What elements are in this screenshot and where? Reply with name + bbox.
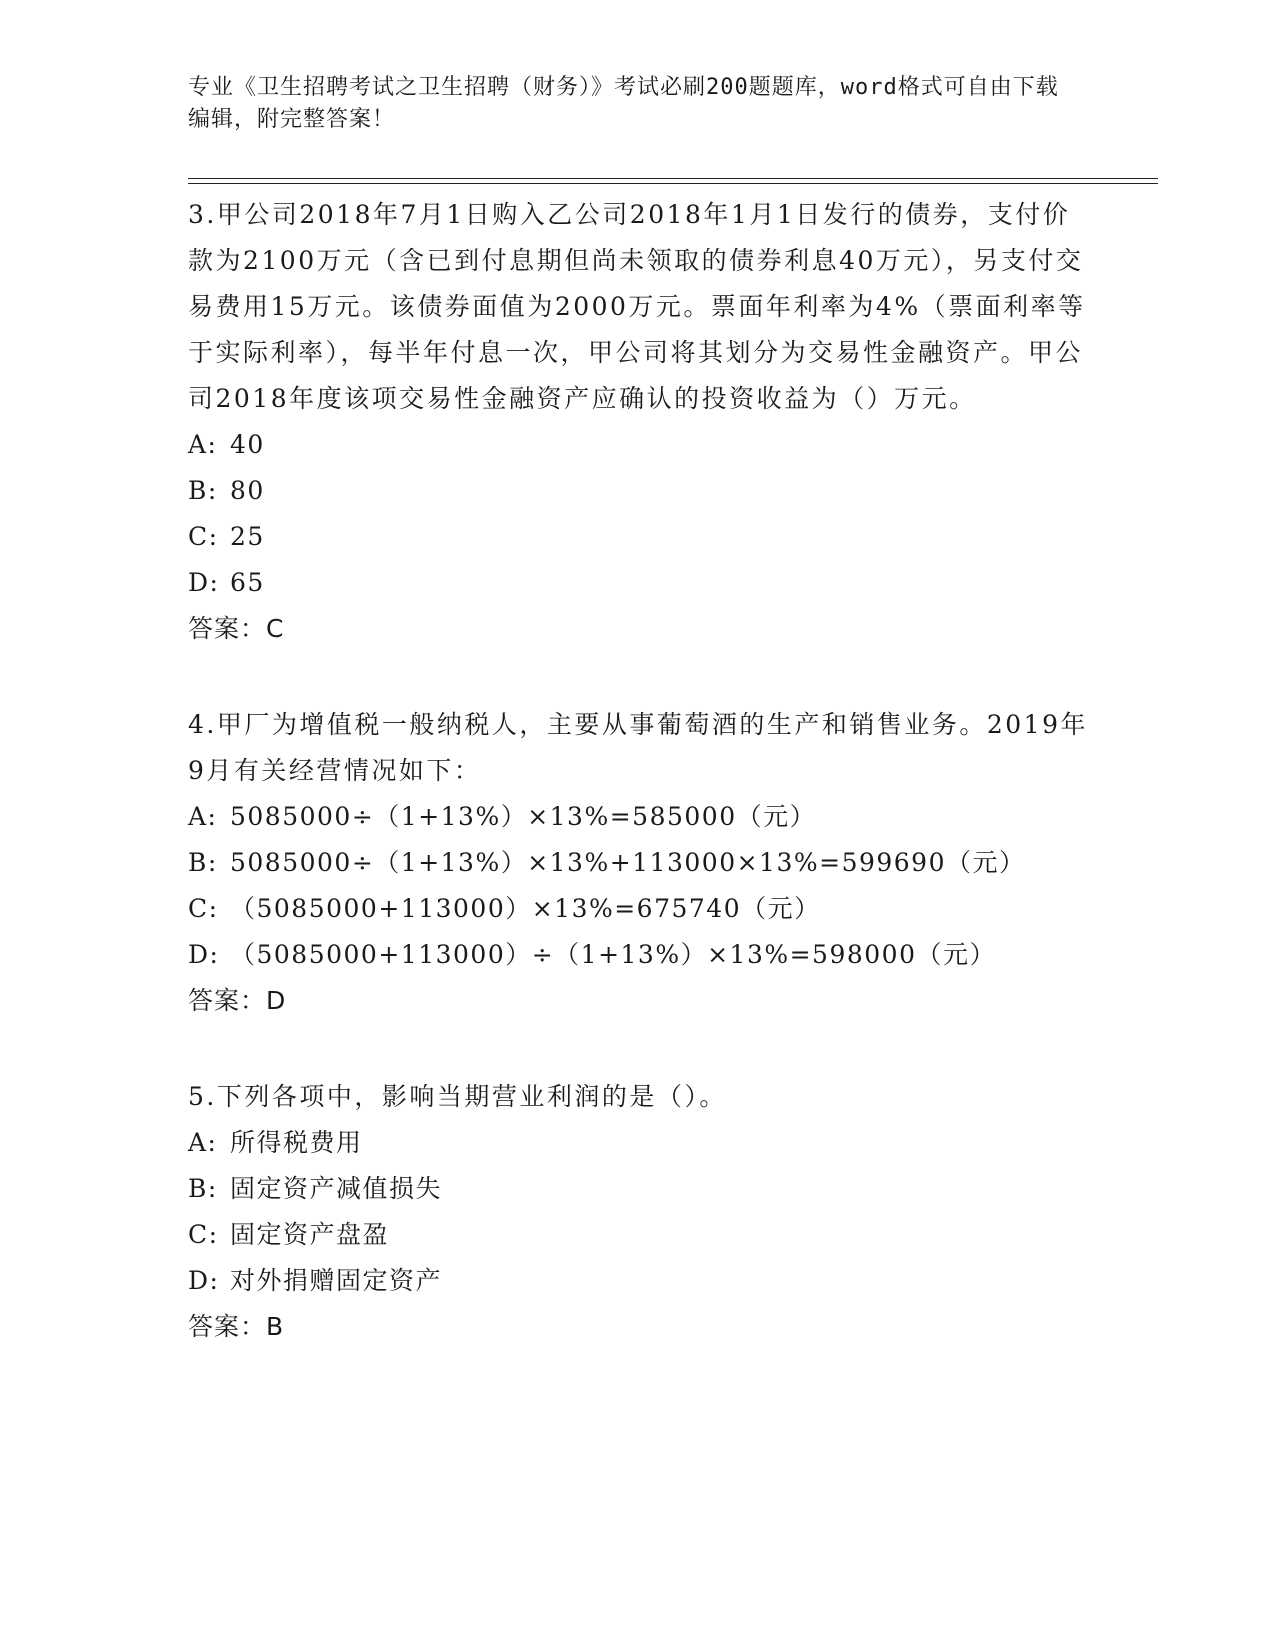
option-letter: B: bbox=[188, 1174, 218, 1203]
question-3 bbox=[188, 192, 1088, 652]
option-a bbox=[188, 1120, 1088, 1166]
question-stem: 3.甲公司2018年7月1日购入乙公司2018年1月1日发行的债券，支付价款为2100万元（含已到付息期但尚未领取的债券利息40万元），另支付交易费用15万元。该债券面值为2000万元。票面年利率为4%（票面利率等于实际利率），每半年付息一次，甲公司将其划分为交易性金融资产。甲公司2018年度该项交易性金融资产应确认的投资收益为（）万元。 bbox=[188, 200, 1086, 413]
option-letter: C: bbox=[188, 522, 219, 551]
option-text: （5085000+113000）×13%=675740（元） bbox=[230, 894, 821, 923]
option-text: 25 bbox=[230, 522, 265, 551]
option-d bbox=[188, 560, 1088, 606]
option-text: 固定资产盘盈 bbox=[230, 1220, 390, 1249]
option-text: 80 bbox=[230, 476, 265, 505]
question-list bbox=[188, 192, 1088, 1400]
option-text: 5085000÷（1+13%）×13%=585000（元） bbox=[230, 802, 817, 831]
option-letter: D: bbox=[188, 940, 220, 969]
option-c bbox=[188, 886, 1088, 932]
option-letter: A: bbox=[188, 1128, 218, 1157]
option-letter: C: bbox=[188, 894, 219, 923]
option-text: 5085000÷（1+13%）×13%+113000×13%=599690（元） bbox=[230, 848, 1026, 877]
question-5 bbox=[188, 1074, 1088, 1350]
option-text: （5085000+113000）÷（1+13%）×13%=598000（元） bbox=[230, 940, 996, 969]
document-header: 专业《卫生招聘考试之卫生招聘（财务）》考试必刷200题题库，word格式可自由下载编辑，附完整答案！ bbox=[188, 75, 1059, 132]
option-b bbox=[188, 468, 1088, 514]
option-c bbox=[188, 514, 1088, 560]
option-letter: D: bbox=[188, 1266, 220, 1295]
option-b bbox=[188, 1166, 1088, 1212]
option-a bbox=[188, 794, 1088, 840]
answer-line: 答案：D bbox=[188, 986, 287, 1015]
answer-line: 答案：B bbox=[188, 1312, 285, 1341]
option-d bbox=[188, 1258, 1088, 1304]
option-c bbox=[188, 1212, 1088, 1258]
option-a bbox=[188, 422, 1088, 468]
option-text: 固定资产减值损失 bbox=[230, 1174, 443, 1203]
option-text: 对外捐赠固定资产 bbox=[230, 1266, 443, 1295]
header-divider-bottom bbox=[188, 183, 1158, 184]
option-letter: C: bbox=[188, 1220, 219, 1249]
option-text: 40 bbox=[230, 430, 265, 459]
option-letter: B: bbox=[188, 476, 218, 505]
answer-line: 答案：C bbox=[188, 614, 285, 643]
option-b bbox=[188, 840, 1088, 886]
option-text: 所得税费用 bbox=[230, 1128, 363, 1157]
option-letter: B: bbox=[188, 848, 218, 877]
option-text: 65 bbox=[230, 568, 265, 597]
question-stem: 5.下列各项中，影响当期营业利润的是（）。 bbox=[188, 1082, 727, 1111]
option-letter: D: bbox=[188, 568, 220, 597]
option-d bbox=[188, 932, 1088, 978]
question-4 bbox=[188, 702, 1088, 1024]
header-divider-top bbox=[188, 178, 1158, 179]
option-letter: A: bbox=[188, 802, 218, 831]
question-stem: 4.甲厂为增值税一般纳税人，主要从事葡萄酒的生产和销售业务。2019年9月有关经营情况如下： bbox=[188, 710, 1088, 785]
option-letter: A: bbox=[188, 430, 218, 459]
